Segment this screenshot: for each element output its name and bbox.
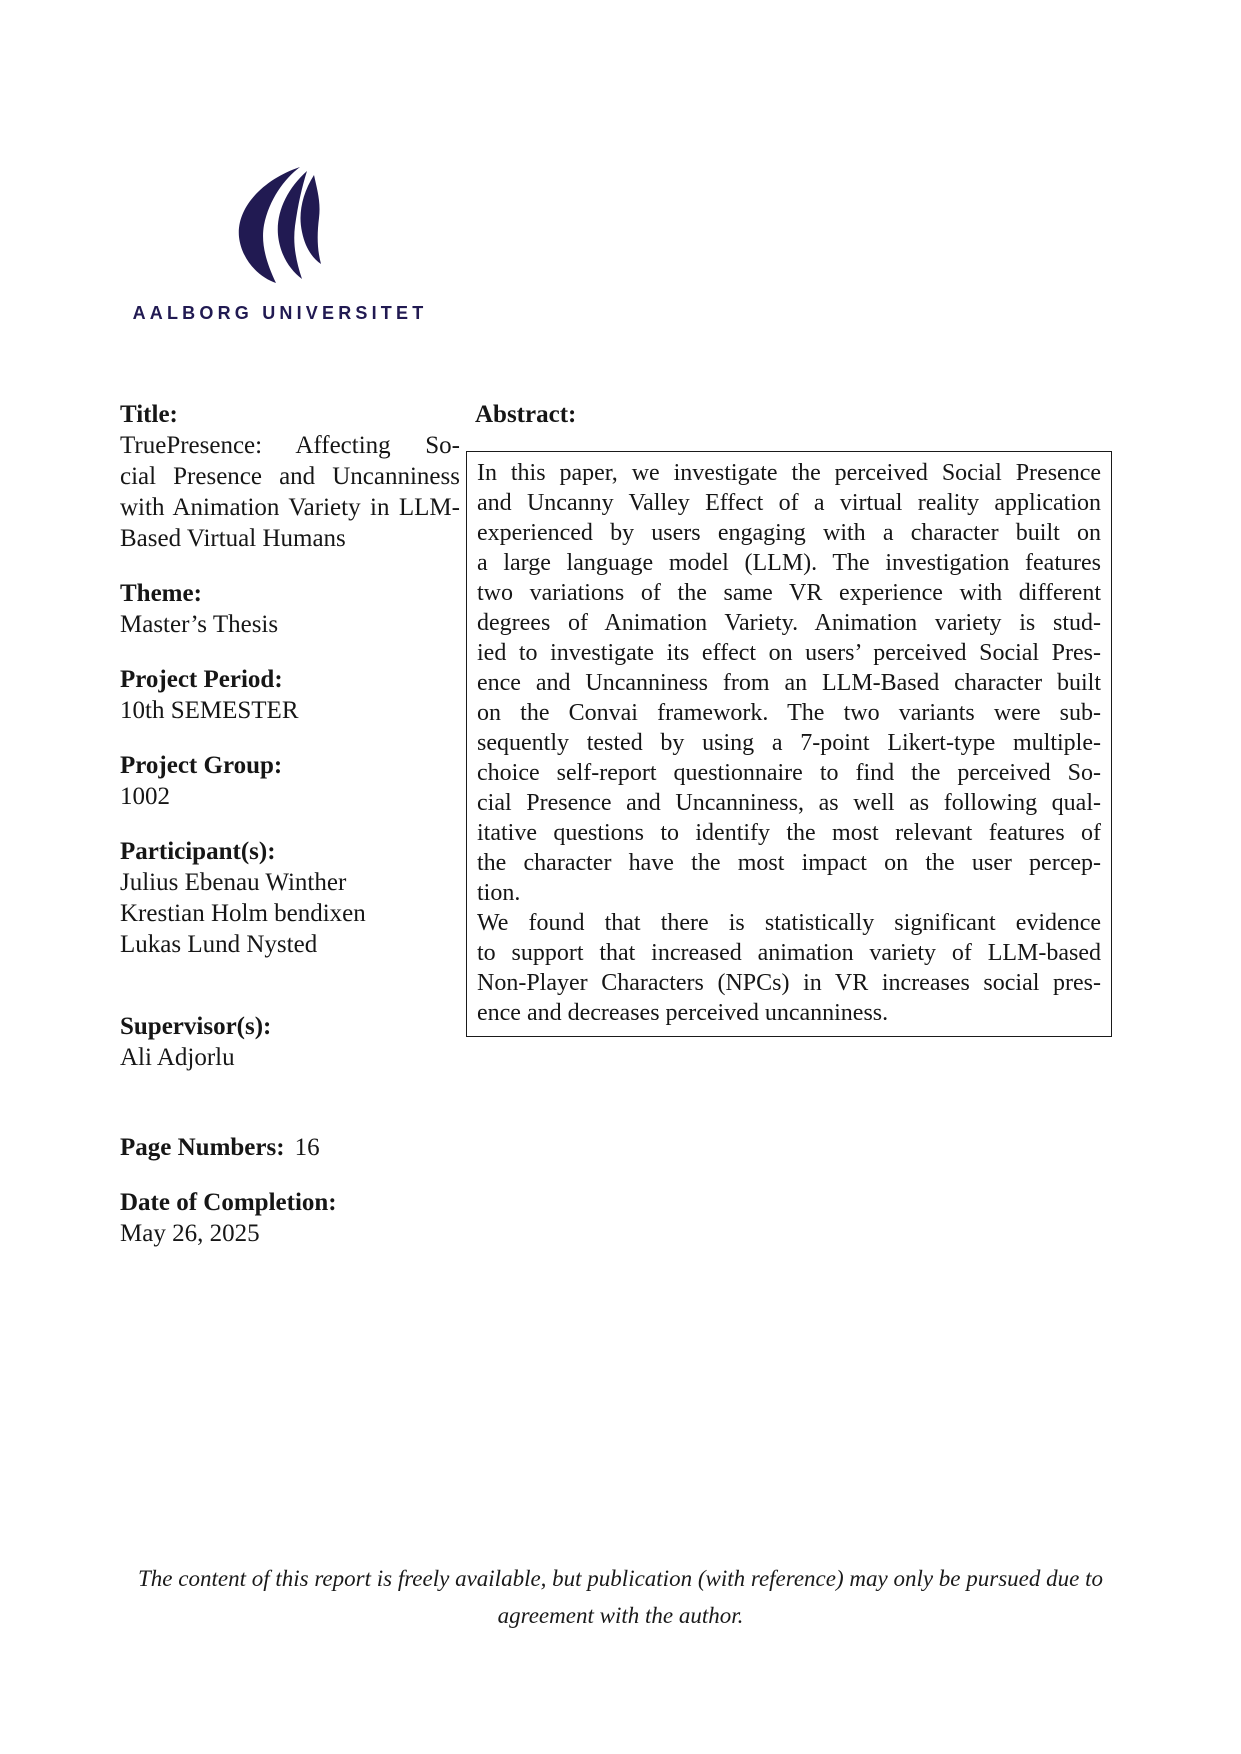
abstract-line: ence and decreases perceived uncanniness. <box>477 1000 889 1026</box>
theme-value: Master’s Thesis <box>120 611 279 638</box>
university-name: AALBORG UNIVERSITET <box>132 303 428 323</box>
participant-name: Krestian Holm bendixen <box>120 900 366 927</box>
abstract-line: tion. <box>477 880 521 906</box>
page-numbers-section <box>120 1132 460 1163</box>
abstract-line: choice self-report questionnaire to find the perceived So- <box>477 760 1101 786</box>
supervisors-label: Supervisor(s): <box>120 1013 272 1040</box>
title-line: cial Presence and Uncanniness <box>120 463 460 490</box>
supervisor-name: Ali Adjorlu <box>120 1044 235 1071</box>
project-group-section <box>120 750 460 812</box>
abstract-label: Abstract: <box>475 401 577 428</box>
colophon-column <box>120 399 460 1249</box>
project-period-value: 10th SEMESTER <box>120 697 299 724</box>
abstract-line: degrees of Animation Variety. Animation variety is stud- <box>477 610 1101 636</box>
abstract-box <box>466 451 1112 1037</box>
project-period-label: Project Period: <box>120 666 283 693</box>
university-brand <box>128 166 432 324</box>
date-of-completion-label: Date of Completion: <box>120 1189 337 1216</box>
abstract-line: Non-Player Characters (NPCs) in VR increases social pres- <box>477 970 1101 996</box>
date-of-completion-value: May 26, 2025 <box>120 1220 260 1247</box>
title-line: Based Virtual Humans <box>120 525 346 552</box>
project-group-label: Project Group: <box>120 752 283 779</box>
date-of-completion-section <box>120 1187 460 1249</box>
abstract-line: ied to investigate its effect on users’ perceived Social Pres- <box>477 640 1101 666</box>
supervisors-section <box>120 1011 460 1073</box>
title-section <box>120 399 460 554</box>
abstract-line: We found that there is statistically significant evidence <box>477 910 1101 936</box>
aalborg-university-logo-icon <box>227 166 333 286</box>
abstract-line: itative questions to identify the most relevant features of <box>477 820 1101 846</box>
abstract-line: a large language model (LLM). The investigation features <box>477 550 1101 576</box>
abstract-column <box>466 399 1112 1037</box>
abstract-line: ence and Uncanniness from an LLM-Based character built <box>477 670 1101 696</box>
abstract-line: and Uncanny Valley Effect of a virtual reality application <box>477 490 1101 516</box>
abstract-line: to support that increased animation variety of LLM-based <box>477 940 1101 966</box>
theme-label: Theme: <box>120 580 202 607</box>
project-period-section <box>120 664 460 726</box>
title-line: with Animation Variety in LLM- <box>120 494 460 521</box>
participants-section <box>120 836 460 960</box>
abstract-line: experienced by users engaging with a character built on <box>477 520 1101 546</box>
availability-notice-line: agreement with the author. <box>497 1603 744 1628</box>
abstract-line: In this paper, we investigate the perceived Social Presence <box>477 460 1101 486</box>
participant-name: Lukas Lund Nysted <box>120 931 318 958</box>
availability-notice-line: The content of this report is freely available, but publication (with reference) may only be pursued due to <box>138 1566 1103 1591</box>
abstract-line: two variations of the same VR experience with different <box>477 580 1101 606</box>
abstract-line: cial Presence and Uncanniness, as well as following qual- <box>477 790 1101 816</box>
abstract-line: sequently tested by using a 7-point Likert-type multiple- <box>477 730 1101 756</box>
abstract-line: the character have the most impact on the user percep- <box>477 850 1101 876</box>
page-numbers-value: 16 <box>294 1134 320 1161</box>
project-group-value: 1002 <box>120 783 170 810</box>
page-numbers-label: Page Numbers: <box>120 1134 285 1161</box>
theme-section <box>120 578 460 640</box>
abstract-line: on the Convai framework. The two variants were sub- <box>477 700 1101 726</box>
title-line: TruePresence: Affecting So- <box>120 432 460 459</box>
participants-label: Participant(s): <box>120 838 276 865</box>
title-label: Title: <box>120 401 178 428</box>
availability-notice <box>70 1560 1171 1634</box>
participant-name: Julius Ebenau Winther <box>120 869 347 896</box>
